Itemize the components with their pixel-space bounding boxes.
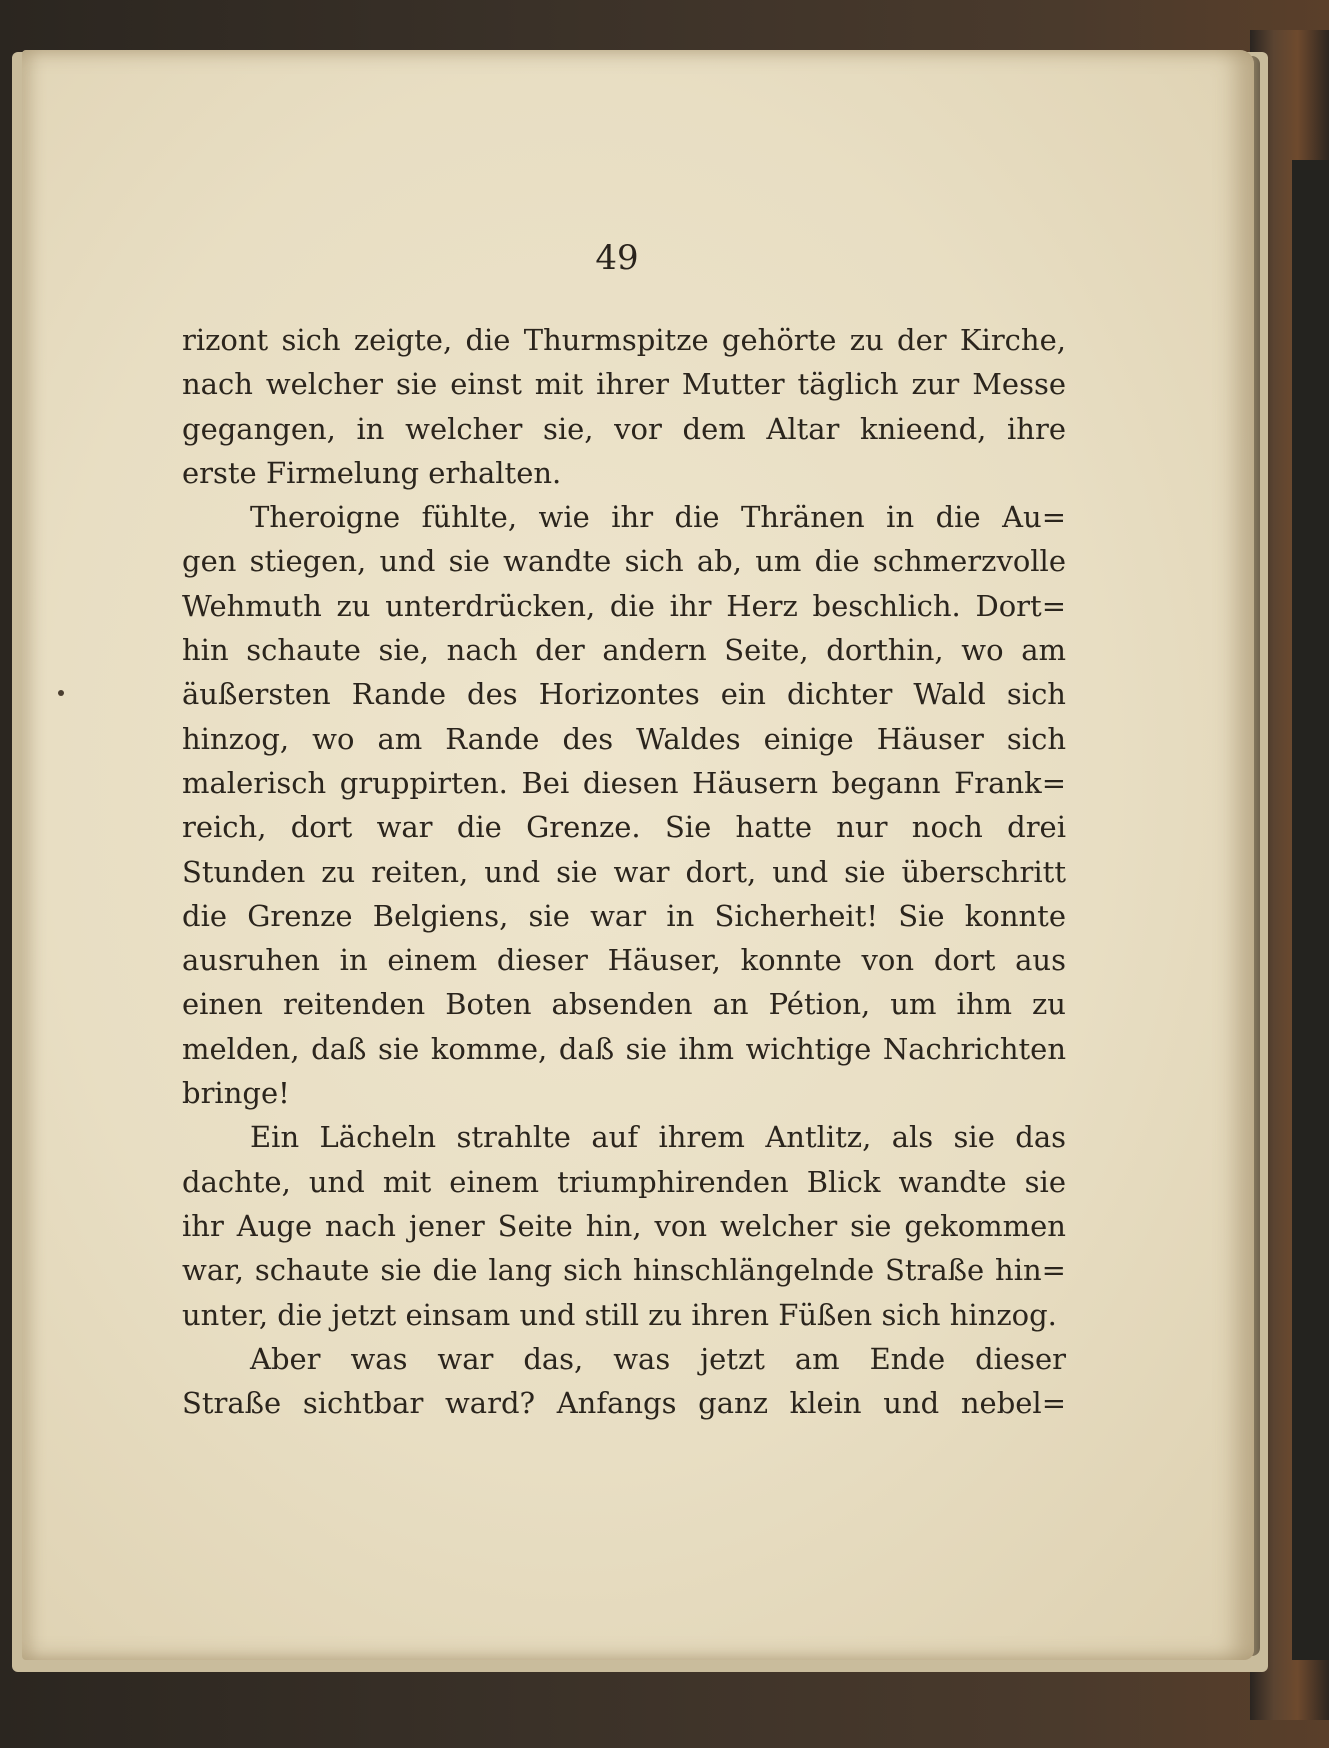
text-line: hin schaute sie, nach der andern Seite, dorthin, wo am xyxy=(182,633,1066,668)
text-line: äußersten Rande des Horizontes ein dichter Wald sich xyxy=(182,677,1066,712)
text-line: ihr Auge nach jener Seite hin, von welcher sie gekommen xyxy=(182,1208,1066,1243)
text-line: nach welcher sie einst mit ihrer Mutter täglich zur Messe xyxy=(182,367,1066,402)
text-line: melden, daß sie komme, daß sie ihm wichtige Nachrichten xyxy=(182,1031,1066,1066)
text-line: ausruhen in einem dieser Häuser, konnte von dort aus xyxy=(182,943,1066,978)
text-line: war, schaute sie die lang sich hinschlängelnde Straße hin= xyxy=(182,1253,1066,1288)
text-line: Wehmuth zu unterdrücken, die ihr Herz beschlich. Dort= xyxy=(182,588,1066,623)
text-line: reich, dort war die Grenze. Sie hatte nur noch drei xyxy=(182,810,1066,845)
text-line: rizont sich zeigte, die Thurmspitze gehörte zu der Kirche, xyxy=(182,323,1066,357)
text-line: Aber was war das, was jetzt am Ende dieser xyxy=(250,1341,1066,1376)
page-number: 49 xyxy=(595,238,639,278)
text-line: hinzog, wo am Rande des Waldes einige Häuser sich xyxy=(182,721,1066,756)
margin-mark xyxy=(58,690,64,696)
text-line: Ein Lächeln strahlte auf ihrem Antlitz, als sie das xyxy=(250,1120,1066,1155)
text-line: bringe! xyxy=(182,1076,290,1111)
text-line: Straße sichtbar ward? Anfangs ganz klein und nebel= xyxy=(182,1386,1066,1421)
text-line: unter, die jetzt einsam und still zu ihren Füßen sich hinzog. xyxy=(182,1297,1057,1332)
body-text xyxy=(182,318,1066,1425)
text-line: die Grenze Belgiens, sie war in Sicherheit! Sie konnte xyxy=(182,898,1066,933)
book-page xyxy=(22,50,1254,1660)
text-line: einen reitenden Boten absenden an Pétion, um ihm zu xyxy=(182,987,1066,1022)
text-line: erste Firmelung erhalten. xyxy=(182,455,562,490)
text-line: gen stiegen, und sie wandte sich ab, um die schmerzvolle xyxy=(182,544,1066,579)
text-line: malerisch gruppirten. Bei diesen Häusern begann Frank= xyxy=(182,765,1066,800)
text-line: Theroigne fühlte, wie ihr die Thränen in die Au= xyxy=(250,500,1066,535)
text-line: dachte, und mit einem triumphirenden Blick wandte sie xyxy=(182,1164,1066,1199)
book-cover-cloth xyxy=(1292,160,1329,1660)
text-line: gegangen, in welcher sie, vor dem Altar knieend, ihre xyxy=(182,411,1066,446)
text-line: Stunden zu reiten, und sie war dort, und sie überschritt xyxy=(182,854,1066,889)
